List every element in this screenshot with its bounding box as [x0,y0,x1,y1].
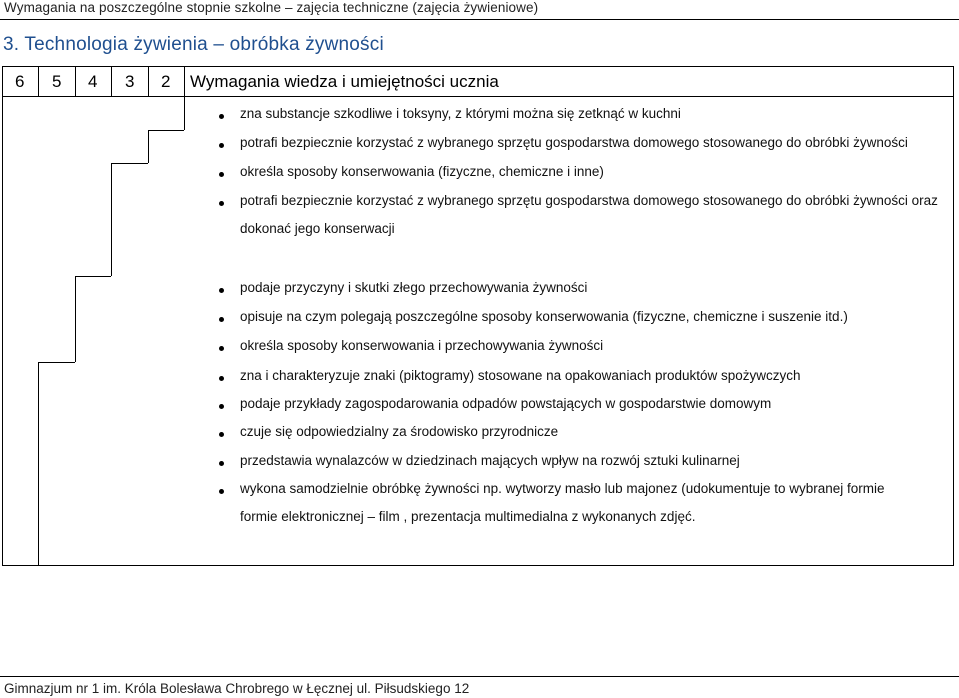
level-6-divider [38,66,39,96]
requirement-item: zna substancje szkodliwe i toksyny, z którymi można się zetknąć w kuchni [240,106,681,121]
header-rule [0,19,959,20]
requirement-item: potrafi bezpiecznie korzystać z wybranego sprzętu gospodarstwa domowego stosowanego do obróbki żywności [240,135,908,150]
requirement-item: potrafi bezpiecznie korzystać z wybranego sprzętu gospodarstwa domowego stosowanego do obróbki żywności oraz [240,193,938,208]
bullet-icon [219,404,224,409]
level-2-stair-left [184,96,185,130]
running-header: Wymagania na poszczególne stopnie szkolne – zajęcia techniczne (zajęcia żywieniowe) [4,0,539,15]
bullet-icon [219,432,224,437]
level-5-stair-bottom [38,362,75,363]
requirement-item: podaje przykłady zagospodarowania odpadów powstających w gospodarstwie domowym [240,396,772,411]
level-5-stair-left [75,276,76,362]
level-4-divider [111,66,112,96]
requirement-item-continuation: formie elektronicznej – film , prezentacja multimedialna z wykonanych zdjęć. [240,509,696,524]
level-6-stair-left [38,362,39,566]
footer-rule [0,676,959,677]
requirement-item: przedstawia wynalazców w dziedzinach mających wpływ na rozwój sztuki kulinarnej [240,453,740,468]
level-4-label: 4 [88,72,98,91]
level-2-label: 2 [161,72,171,91]
bullet-icon [219,317,224,322]
level-2-stair-bottom [148,130,184,131]
requirement-item-continuation: dokonać jego konserwacji [240,221,395,236]
level-3-divider [148,66,149,96]
requirement-item: określa sposoby konserwowania (fizyczne, chemiczne i inne) [240,164,604,179]
page-footer: Gimnazjum nr 1 im. Króla Bolesława Chrobrego w Łęcznej ul. Piłsudskiego 12 [4,681,470,696]
level-5-label: 5 [52,72,62,91]
bullet-icon [219,346,224,351]
bullet-icon [219,489,224,494]
requirement-item: czuje się odpowiedzialny za środowisko przyrodnicze [240,424,559,439]
level-3-stair-left [148,130,149,163]
requirement-item: wykona samodzielnie obróbkę żywności np. wytworzy masło lub majonez (udokumentuje to wybranej formie [240,481,885,496]
level-4-stair-left [111,163,112,276]
level-2-divider [184,66,185,96]
level-3-stair-bottom [111,163,148,164]
bullet-icon [219,114,224,119]
bullet-icon [219,201,224,206]
level-5-divider [75,66,76,96]
bullet-icon [219,461,224,466]
header-row-bottom-rule [2,96,954,97]
level-4-stair-bottom [75,276,111,277]
bullet-icon [219,288,224,293]
requirement-item: podaje przyczyny i skutki złego przechowywania żywności [240,280,588,295]
level-6-label: 6 [15,72,25,91]
bullet-icon [219,376,224,381]
section-title: 3. Technologia żywienia – obróbka żywności [3,34,384,55]
level-3-label: 3 [125,72,135,91]
requirement-item: opisuje na czym polegają poszczególne sposoby konserwowania (fizyczne, chemiczne i suszenie itd.) [240,309,848,324]
column-title: Wymagania wiedza i umiejętności ucznia [190,72,499,91]
bullet-icon [219,172,224,177]
bullet-icon [219,143,224,148]
requirement-item: zna i charakteryzuje znaki (piktogramy) stosowane na opakowaniach produktów spożywczych [240,368,801,383]
requirement-item: określa sposoby konserwowania i przechowywania żywności [240,338,604,353]
